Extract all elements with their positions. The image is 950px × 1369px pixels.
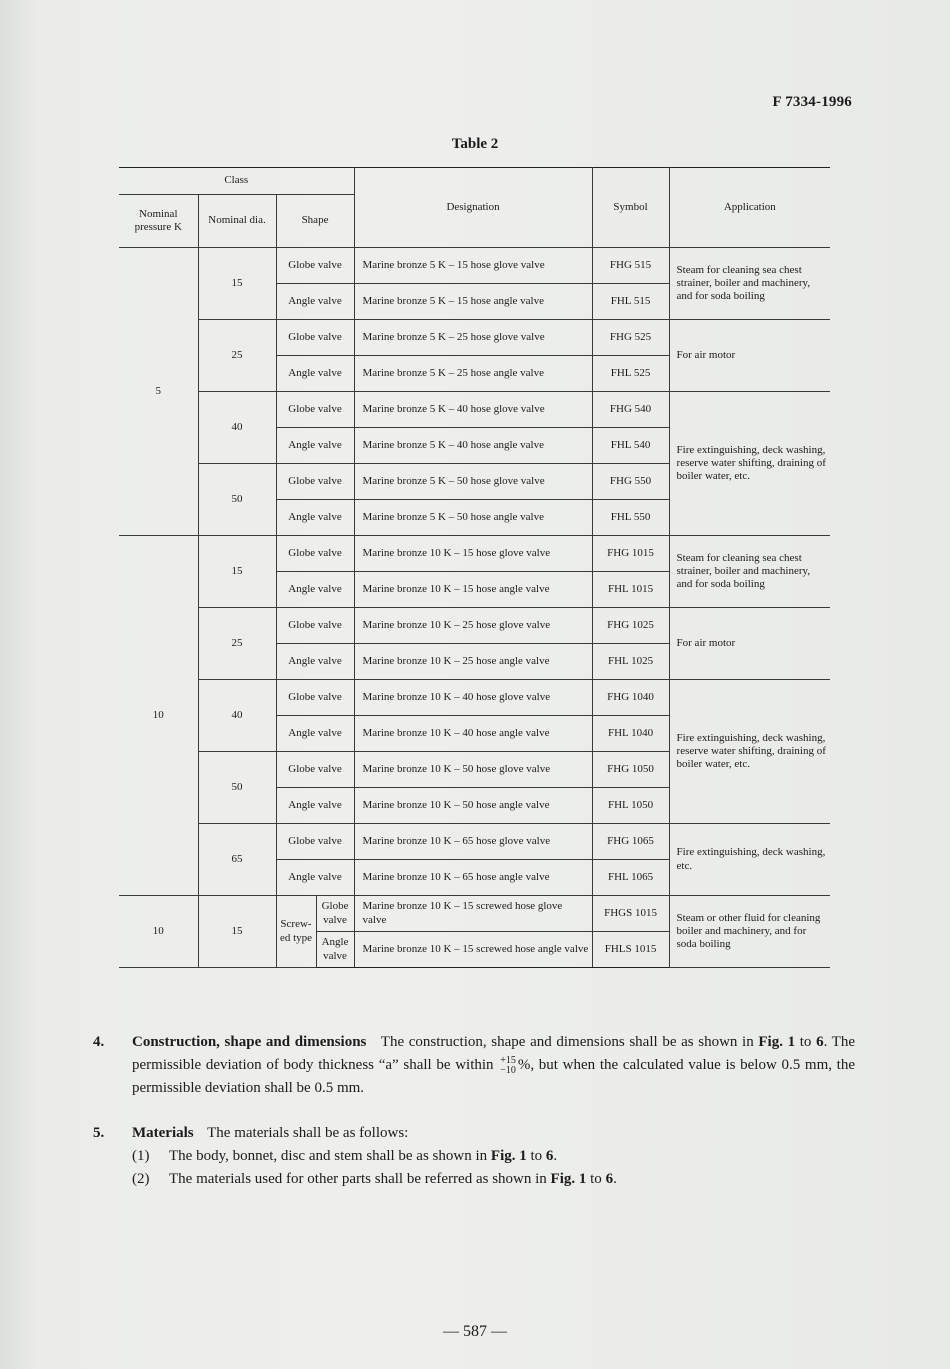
shape-cell: Angle valve bbox=[276, 788, 354, 824]
symbol-cell: FHL 1065 bbox=[592, 860, 669, 896]
shape-cell: Globe valve bbox=[276, 392, 354, 428]
table-row bbox=[119, 536, 830, 572]
standard-code: F 7334-1996 bbox=[772, 94, 852, 110]
symbol-cell: FHG 550 bbox=[592, 464, 669, 500]
shape-cell: Angle valve bbox=[276, 716, 354, 752]
section-text: to bbox=[799, 1034, 812, 1050]
item-text: . bbox=[613, 1171, 617, 1187]
section-title: Construction, shape and dimensions bbox=[132, 1034, 367, 1050]
designation-cell: Marine bronze 10 K – 25 hose glove valve bbox=[354, 608, 592, 644]
item-text: The materials used for other parts shall be referred as shown in bbox=[169, 1171, 547, 1187]
shape-cell: Angle valve bbox=[276, 860, 354, 896]
section-title: Materials bbox=[132, 1125, 194, 1141]
shape-cell: Globe valve bbox=[316, 896, 354, 932]
nominal-pressure-cell: 5 bbox=[119, 248, 198, 536]
application-cell: Steam or other fluid for cleaning boiler and machinery, and for soda boiling bbox=[669, 896, 830, 968]
designation-cell: Marine bronze 10 K – 15 hose angle valve bbox=[354, 572, 592, 608]
application-cell: Steam for cleaning sea chest strainer, boiler and machinery, and for soda boiling bbox=[669, 536, 830, 608]
designation-cell: Marine bronze 5 K – 50 hose glove valve bbox=[354, 464, 592, 500]
designation-cell: Marine bronze 10 K – 65 hose glove valve bbox=[354, 824, 592, 860]
designation-cell: Marine bronze 5 K – 15 hose glove valve bbox=[354, 248, 592, 284]
designation-cell: Marine bronze 10 K – 65 hose angle valve bbox=[354, 860, 592, 896]
section-text: The construction, shape and dimensions shall be as shown in bbox=[380, 1034, 754, 1050]
screwed-type-cell: Screw-ed type bbox=[276, 896, 316, 968]
application-cell: Fire extinguishing, deck washing, reserve water shifting, draining of boiler water, etc. bbox=[669, 680, 830, 824]
class-header: Class bbox=[119, 168, 354, 195]
application-cell: For air motor bbox=[669, 320, 830, 392]
tolerance-lower: −10 bbox=[500, 1064, 516, 1076]
section-text: %, but when the calculated value is below 0.5 mm, the permissible deviation shall be 0.5 mm. bbox=[132, 1057, 856, 1096]
figure-reference: 6 bbox=[545, 1148, 554, 1164]
shape-cell: Globe valve bbox=[276, 536, 354, 572]
item-number: (1) bbox=[132, 1148, 150, 1164]
nominal-dia-cell: 65 bbox=[198, 824, 276, 896]
table-row bbox=[119, 680, 830, 716]
symbol-cell: FHG 525 bbox=[592, 320, 669, 356]
table-row bbox=[119, 392, 830, 428]
nominal-dia-header: Nominal dia. bbox=[198, 195, 276, 248]
item-text: to bbox=[590, 1171, 602, 1187]
list-item bbox=[132, 1145, 855, 1168]
designation-cell: Marine bronze 10 K – 15 screwed hose angle valve bbox=[354, 932, 592, 968]
valve-specification-table bbox=[119, 167, 830, 968]
symbol-cell: FHG 1065 bbox=[592, 824, 669, 860]
symbol-cell: FHL 515 bbox=[592, 284, 669, 320]
section-body bbox=[132, 1031, 855, 1100]
shape-cell: Globe valve bbox=[276, 824, 354, 860]
designation-cell: Marine bronze 10 K – 40 hose angle valve bbox=[354, 716, 592, 752]
designation-cell: Marine bronze 5 K – 40 hose angle valve bbox=[354, 428, 592, 464]
symbol-cell: FHL 1015 bbox=[592, 572, 669, 608]
symbol-cell: FHL 1025 bbox=[592, 644, 669, 680]
nominal-pressure-cell: 10 bbox=[119, 896, 198, 968]
symbol-cell: FHL 525 bbox=[592, 356, 669, 392]
shape-cell: Globe valve bbox=[276, 464, 354, 500]
figure-reference: Fig. 1 bbox=[550, 1171, 587, 1187]
shape-header: Shape bbox=[276, 195, 354, 248]
application-cell: Fire extinguishing, deck washing, etc. bbox=[669, 824, 830, 896]
figure-reference: Fig. 1 bbox=[490, 1148, 527, 1164]
shape-cell: Globe valve bbox=[276, 608, 354, 644]
shape-cell: Angle valve bbox=[276, 644, 354, 680]
section-body bbox=[132, 1122, 855, 1191]
shape-cell: Angle valve bbox=[276, 284, 354, 320]
nominal-dia-cell: 25 bbox=[198, 608, 276, 680]
symbol-cell: FHLS 1015 bbox=[592, 932, 669, 968]
table-row bbox=[119, 320, 830, 356]
nominal-dia-cell: 50 bbox=[198, 464, 276, 536]
nominal-dia-cell: 15 bbox=[198, 536, 276, 608]
nominal-dia-cell: 15 bbox=[198, 896, 276, 968]
shape-cell: Angle valve bbox=[276, 572, 354, 608]
table-row bbox=[119, 608, 830, 644]
section-text: . The permissible deviation of body thickness “a” shall be within bbox=[132, 1034, 856, 1073]
item-text: . bbox=[553, 1148, 558, 1164]
figure-reference: Fig. 1 bbox=[758, 1034, 796, 1050]
shape-cell: Angle valve bbox=[276, 356, 354, 392]
designation-cell: Marine bronze 10 K – 15 hose glove valve bbox=[354, 536, 592, 572]
table-row bbox=[119, 824, 830, 860]
item-text: The body, bonnet, disc and stem shall be as shown in bbox=[169, 1148, 488, 1164]
symbol-cell: FHG 1050 bbox=[592, 752, 669, 788]
nominal-dia-cell: 15 bbox=[198, 248, 276, 320]
shape-cell: Globe valve bbox=[276, 320, 354, 356]
section-materials bbox=[93, 1122, 855, 1191]
shape-cell: Angle valve bbox=[316, 932, 354, 968]
designation-cell: Marine bronze 10 K – 25 hose angle valve bbox=[354, 644, 592, 680]
table-row bbox=[119, 896, 830, 932]
table-row bbox=[119, 248, 830, 284]
nominal-pressure-header: Nominal pressure K bbox=[119, 195, 198, 248]
symbol-header: Symbol bbox=[592, 168, 669, 248]
designation-cell: Marine bronze 5 K – 25 hose glove valve bbox=[354, 320, 592, 356]
shape-cell: Globe valve bbox=[276, 248, 354, 284]
symbol-cell: FHG 1025 bbox=[592, 608, 669, 644]
shape-cell: Angle valve bbox=[276, 500, 354, 536]
designation-cell: Marine bronze 10 K – 50 hose angle valve bbox=[354, 788, 592, 824]
figure-reference: 6 bbox=[816, 1034, 824, 1050]
designation-cell: Marine bronze 10 K – 50 hose glove valve bbox=[354, 752, 592, 788]
list-item bbox=[132, 1168, 855, 1191]
symbol-cell: FHG 1015 bbox=[592, 536, 669, 572]
designation-cell: Marine bronze 10 K – 40 hose glove valve bbox=[354, 680, 592, 716]
designation-cell: Marine bronze 5 K – 25 hose angle valve bbox=[354, 356, 592, 392]
symbol-cell: FHL 540 bbox=[592, 428, 669, 464]
nominal-dia-cell: 50 bbox=[198, 752, 276, 824]
table-title: Table 2 bbox=[451, 136, 499, 152]
symbol-cell: FHL 1040 bbox=[592, 716, 669, 752]
item-number: (2) bbox=[132, 1171, 150, 1187]
item-text: to bbox=[530, 1148, 543, 1164]
figure-reference: 6 bbox=[605, 1171, 614, 1187]
shape-cell: Globe valve bbox=[276, 680, 354, 716]
application-header: Application bbox=[669, 168, 830, 248]
symbol-cell: FHL 550 bbox=[592, 500, 669, 536]
shape-cell: Globe valve bbox=[276, 752, 354, 788]
symbol-cell: FHL 1050 bbox=[592, 788, 669, 824]
nominal-dia-cell: 40 bbox=[198, 680, 276, 752]
designation-cell: Marine bronze 5 K – 40 hose glove valve bbox=[354, 392, 592, 428]
designation-cell: Marine bronze 5 K – 15 hose angle valve bbox=[354, 284, 592, 320]
designation-cell: Marine bronze 5 K – 50 hose angle valve bbox=[354, 500, 592, 536]
shape-cell: Angle valve bbox=[276, 428, 354, 464]
nominal-pressure-cell: 10 bbox=[119, 536, 198, 896]
symbol-cell: FHG 515 bbox=[592, 248, 669, 284]
designation-header: Designation bbox=[354, 168, 592, 248]
application-cell: Steam for cleaning sea chest strainer, boiler and machinery, and for soda boiling bbox=[669, 248, 830, 320]
page-number: — 587 — bbox=[443, 1323, 507, 1340]
symbol-cell: FHG 1040 bbox=[592, 680, 669, 716]
application-cell: Fire extinguishing, deck washing, reserve water shifting, draining of boiler water, etc. bbox=[669, 392, 830, 536]
nominal-dia-cell: 25 bbox=[198, 320, 276, 392]
tolerance-fraction bbox=[500, 1056, 516, 1076]
designation-cell: Marine bronze 10 K – 15 screwed hose glove valve bbox=[354, 896, 592, 932]
tolerance-upper: +15 bbox=[500, 1054, 516, 1066]
symbol-cell: FHGS 1015 bbox=[592, 896, 669, 932]
section-number: 4. bbox=[93, 1034, 105, 1050]
section-number: 5. bbox=[93, 1125, 105, 1141]
symbol-cell: FHG 540 bbox=[592, 392, 669, 428]
section-construction bbox=[93, 1031, 855, 1100]
section-intro: The materials shall be as follows: bbox=[207, 1125, 409, 1141]
nominal-dia-cell: 40 bbox=[198, 392, 276, 464]
application-cell: For air motor bbox=[669, 608, 830, 680]
